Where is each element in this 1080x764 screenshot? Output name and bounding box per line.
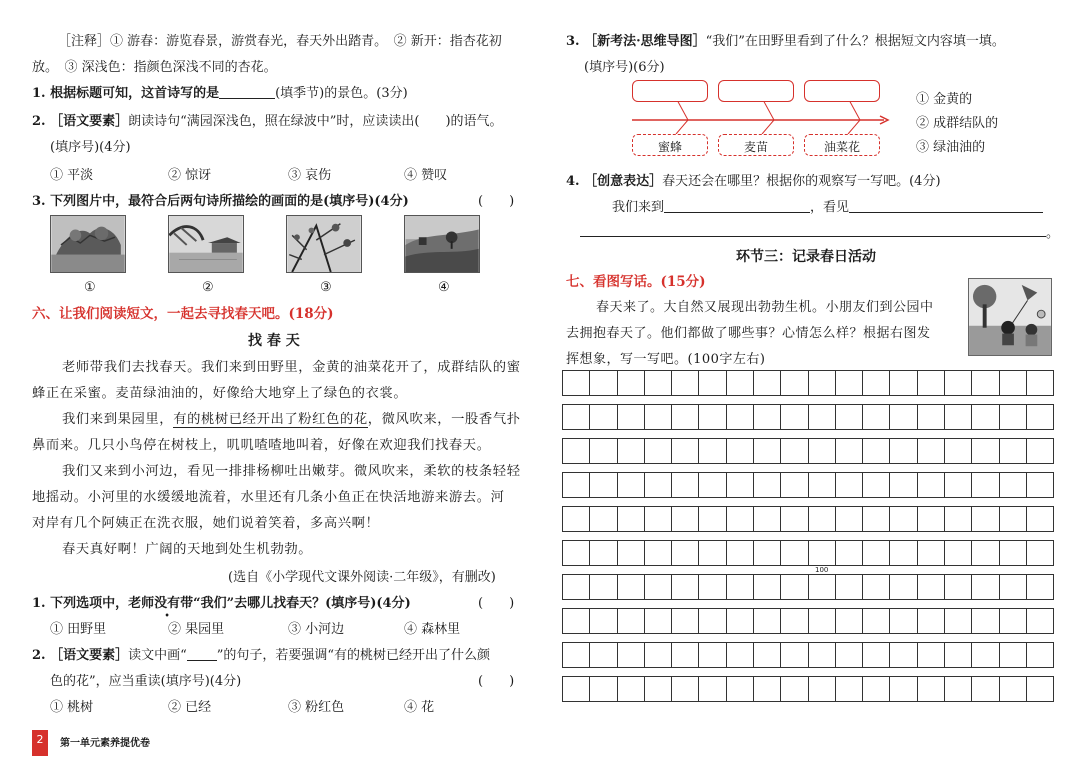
period-mark: 。 (1046, 226, 1060, 241)
reading-question-1-option-4: ④ 森林里 (404, 622, 461, 637)
reading-question-1-paren[interactable]: ( ) (478, 596, 515, 611)
picture-4 (404, 215, 480, 273)
mindmap-option-1: ① 金黄的 (916, 92, 973, 107)
grid-row[interactable] (562, 472, 1054, 498)
picture-2 (168, 215, 244, 273)
question-2-text: 朗读诗句“满园深浅色，照在绿波中”时，应读读出( )的语气。 (128, 114, 503, 129)
question-2 (32, 110, 503, 129)
mindmap-option-2: ② 成群结队的 (916, 116, 999, 131)
picture-label-3: ③ (320, 280, 332, 295)
picture-3 (286, 215, 362, 273)
place-blank[interactable] (664, 199, 810, 213)
reading-question-2-hint: 色的花”，应当重读(填序号)(4分) (50, 674, 242, 689)
question-3-text: 3. 下列图片中，最符合后两句诗所描绘的画面的是(填序号)(4分) (32, 194, 409, 209)
grid-row[interactable] (562, 574, 1054, 600)
mindmap-node-rapeseed: 油菜花 (804, 134, 880, 156)
mindmap-node-bee: 蜜蜂 (632, 134, 708, 156)
grid-row[interactable] (562, 540, 1054, 566)
section-6-heading: 六、让我们阅读短文，一起去寻找春天吧。(18分) (32, 306, 334, 322)
question-2-option-4: ④ 赞叹 (404, 168, 448, 183)
mindmap-node-wheat: 麦苗 (718, 134, 794, 156)
mindmap-answer-box-1[interactable] (632, 80, 708, 102)
seen-blank[interactable] (849, 199, 1043, 213)
writing-prompt-line: 挥想象，写一写吧。(100字左右) (566, 352, 766, 367)
grid-row[interactable] (562, 438, 1054, 464)
reading-question-2-option-2: ② 已经 (168, 700, 212, 715)
question-2-option-1: ① 平淡 (50, 168, 94, 183)
underlined-sentence: 有的桃树已经开出了粉红色的花 (173, 412, 368, 427)
creative-question: 4. ［创意表达］春天还会在哪里？根据你的观察写一写吧。(4分) (566, 174, 941, 189)
mindmap-answer-box-2[interactable] (718, 80, 794, 102)
picture-label-4: ④ (438, 280, 450, 295)
writing-prompt-line: 去拥抱春天了。他们都做了哪些事？心情怎么样？根据右图发 (566, 326, 931, 341)
grid-row[interactable] (562, 676, 1054, 702)
creative-answer-line-2[interactable] (580, 236, 1046, 237)
underline-sample (187, 647, 217, 661)
question-2-option-2: ② 惊讶 (168, 168, 212, 183)
question-2-tag: 2. ［语文要素］ (32, 114, 129, 129)
passage-source: (选自《小学现代文课外阅读·二年级》，有删改) (228, 570, 496, 585)
passage-line: 春天真好啊！广阔的天地到处生机勃勃。 (62, 542, 313, 557)
passage-line: 我们来到果园里，有的桃树已经开出了粉红色的花，微风吹来，一股香气扑 (62, 412, 521, 427)
grid-row[interactable] (562, 404, 1054, 430)
passage-line: 我们又来到小河边，看见一排排杨柳吐出嫩芽。微风吹来，柔软的枝条轻轻 (62, 464, 521, 479)
passage-line: 对岸有几个阿姨正在洗衣服，她们说着笑着，多高兴啊！ (32, 516, 380, 531)
picture-label-2: ② (202, 280, 214, 295)
passage-line: 老师带我们去找春天。我们来到田野里，金黄的油菜花开了，成群结队的蜜 (62, 360, 521, 375)
picture-1 (50, 215, 126, 273)
mindmap-answer-box-3[interactable] (804, 80, 880, 102)
passage-title: 找 春 天 (248, 333, 300, 349)
grid-row[interactable] (562, 642, 1054, 668)
page-number-tab: 2 (32, 730, 48, 756)
creative-answer-line: 我们来到 ，看见 (612, 196, 1043, 215)
reading-question-2-option-4: ④ 花 (404, 700, 435, 715)
writing-grid[interactable] (562, 370, 1054, 706)
reading-question-1-option-3: ③ 小河边 (288, 622, 345, 637)
grid-100-marker: 100 (815, 566, 829, 574)
mindmap-question-hint: (填序号)(6分) (584, 60, 665, 75)
mindmap-question: 3. ［新考法·思维导图］“我们”在田野里看到了什么？根据短文内容填一填。 (566, 34, 1005, 49)
writing-prompt-line: 春天来了。大自然又展现出勃勃生机。小朋友们到公园中 (596, 300, 934, 315)
question-2-option-3: ③ 哀伤 (288, 168, 332, 183)
grid-row[interactable] (562, 608, 1054, 634)
question-1-suffix: (填季节)的景色。(3分) (275, 86, 408, 101)
grid-row[interactable] (562, 506, 1054, 532)
kids-in-park-picture (968, 278, 1052, 356)
mindmap-option-3: ③ 绿油油的 (916, 140, 986, 155)
pavilion-painting-image (169, 216, 243, 272)
question-2-hint: (填序号)(4分) (50, 140, 131, 155)
question-3-paren[interactable]: ( ) (478, 194, 515, 209)
book-title: 第一单元素养提优卷 (60, 738, 150, 749)
grid-row[interactable] (562, 370, 1054, 396)
reading-question-2-option-1: ① 桃树 (50, 700, 94, 715)
question-3 (32, 190, 409, 209)
section-7-heading: 七、看图写话。(15分) (566, 274, 706, 290)
reading-question-2: 2. ［语文要素］读文中画“ ”的句子，若要强调“有的桃树已经开出了什么颜 (32, 648, 491, 663)
reading-question-1-option-1: ① 田野里 (50, 622, 107, 637)
answer-blank[interactable] (219, 85, 275, 99)
reading-question-2-option-3: ③ 粉红色 (288, 700, 345, 715)
landscape-painting-image (405, 216, 479, 272)
question-1-text: 1. 根据标题可知，这首诗写的是 (32, 86, 220, 101)
kids-playing-illustration (969, 279, 1051, 355)
emphasis-dots: 没有 (154, 596, 181, 611)
reading-question-1-option-2: ② 果园里 (168, 622, 225, 637)
branches-painting-image (287, 216, 361, 272)
note-line-1: ［注释］① 游春：游览春景，游赏春光，春天外出踏青。 ② 新开：指杏花初 (58, 34, 502, 49)
passage-line: 地摇动。小河里的水缓缓地流着，水里还有几条小鱼正在快活地游来游去。河 (32, 490, 505, 505)
tree-painting-image (51, 216, 125, 272)
note-line-2: 放。 ③ 深浅色：指颜色深浅不同的杏花。 (32, 60, 277, 75)
passage-line: 鼻而来。几只小鸟停在树枝上，叽叽喳喳地叫着，好像在欢迎我们找春天。 (32, 438, 491, 453)
passage-line: 蜂正在采蜜。麦苗绿油油的，好像给大地穿上了绿色的衣裳。 (32, 386, 408, 401)
reading-question-2-paren[interactable]: ( ) (478, 674, 515, 689)
section-heading: 环节三：记录春日活动 (736, 249, 876, 265)
reading-question-1: 1. 下列选项中，老师没有带“我们”去哪儿找春天？(填序号)(4分) (32, 596, 411, 611)
question-1 (32, 82, 408, 101)
picture-label-1: ① (84, 280, 96, 295)
